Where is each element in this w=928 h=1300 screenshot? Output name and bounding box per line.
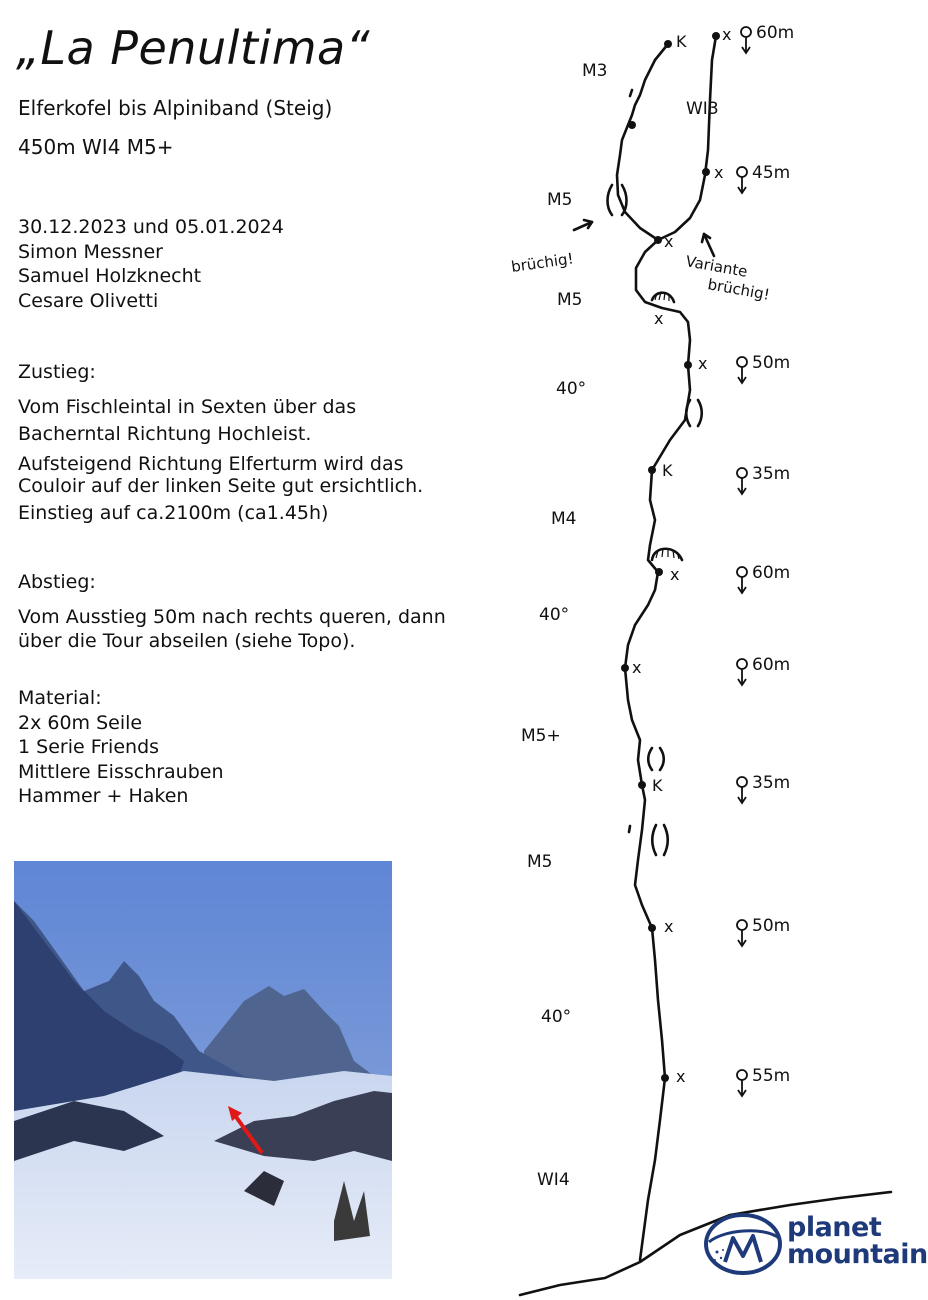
descent-heading: Abstieg:: [18, 571, 96, 593]
rappel-anchor-icon: [737, 567, 747, 593]
rappel-anchor-icon: [737, 167, 747, 193]
planetmountain-globe-icon: [703, 1212, 783, 1276]
topo-grade-label: M5: [547, 190, 573, 210]
material-heading: Material:: [18, 687, 102, 709]
topo-grade-label: M4: [551, 509, 577, 529]
approach-line: Aufsteigend Richtung Elferturm wird das: [18, 453, 404, 475]
belay-marker-label: x: [722, 25, 732, 44]
belay-marker-label: x: [676, 1067, 686, 1086]
belay-marker-label: K: [676, 32, 687, 51]
belay-marker-label: K: [662, 461, 673, 480]
rappel-anchor-icon: [737, 357, 747, 383]
rappel-length-label: 35m: [752, 464, 791, 484]
material-item: Mittlere Eisschrauben: [18, 760, 224, 783]
rappel-length-label: 35m: [752, 773, 791, 793]
route-name: Elferkofel bis Alpiniband (Steig): [18, 96, 333, 120]
rappel-anchor-icon: [737, 777, 747, 803]
material-item: 2x 60m Seile: [18, 711, 143, 734]
rappel-length-label: 50m: [752, 353, 791, 373]
material-item: Hammer + Haken: [18, 785, 189, 807]
route-grade: 450m WI4 M5+: [18, 135, 174, 159]
rappel-length-label: 60m: [756, 23, 795, 43]
topo-grade-label: M5: [527, 852, 553, 872]
topo-grade-label: WI3: [686, 99, 719, 119]
belay-marker-label: x: [670, 565, 680, 584]
rappel-anchor-icon: [741, 27, 751, 53]
rappel-length-label: 55m: [752, 1066, 791, 1086]
descent-line: über die Tour abseilen (siehe Topo).: [18, 630, 356, 652]
topo-grade-label: M5: [557, 290, 583, 310]
rappel-length-label: 50m: [752, 916, 791, 936]
belay-marker-label: K: [652, 776, 663, 795]
logo-text-mountain: mountain: [787, 1239, 928, 1270]
topo-grade-label: M5+: [521, 726, 561, 746]
rappel-anchor-icon: [737, 920, 747, 946]
approach-heading: Zustieg:: [18, 361, 96, 383]
topo-note-variante: Variante: [684, 252, 749, 281]
climber-name: Simon Messner: [18, 240, 163, 263]
climber-name: Cesare Olivetti: [18, 289, 159, 312]
belay-marker-label: x: [664, 917, 674, 936]
topo-grade-label: M3: [582, 61, 608, 81]
rappel-anchor-icon: [737, 468, 747, 494]
belay-marker-label: x: [664, 232, 674, 251]
topo-note-bruechig: brüchig!: [706, 275, 772, 304]
topo-route-line: [625, 240, 690, 1260]
descent-line: Vom Ausstieg 50m nach rechts queren, dann: [18, 605, 446, 628]
rappel-length-label: 60m: [752, 655, 791, 675]
rappel-length-label: 60m: [752, 563, 791, 583]
topo-note-bruechig: brüchig!: [510, 249, 575, 276]
logo-text-planet: planet: [787, 1212, 882, 1243]
belay-marker-label: x: [714, 163, 724, 182]
ascent-dates: 30.12.2023 und 05.01.2024: [18, 216, 284, 238]
topo-grade-label: WI4: [537, 1170, 570, 1190]
approach-line: Einstieg auf ca.2100m (ca1.45h): [18, 502, 329, 524]
topo-grade-label: 40°: [541, 1007, 572, 1027]
topo-route-line: [617, 36, 716, 240]
approach-line: Couloir auf der linken Seite gut ersichtlich.: [18, 475, 424, 497]
material-item: 1 Serie Friends: [18, 736, 160, 758]
belay-marker-label: x: [698, 354, 708, 373]
planetmountain-logo: [703, 1212, 928, 1278]
topo-grade-label: 40°: [556, 379, 587, 399]
rappel-length-label: 45m: [752, 163, 791, 183]
approach-line: Bacherntal Richtung Hochleist.: [18, 423, 312, 445]
topo-grade-label: 40°: [539, 605, 570, 625]
rappel-anchor-icon: [737, 1070, 747, 1096]
belay-marker-label: x: [632, 658, 642, 677]
belay-marker-label: x: [654, 309, 664, 328]
topo-title: „La Penultima“: [16, 21, 371, 75]
climber-name: Samuel Holzknecht: [18, 265, 202, 287]
rappel-anchor-icon: [737, 659, 747, 685]
approach-line: Vom Fischleintal in Sexten über das: [18, 396, 357, 418]
